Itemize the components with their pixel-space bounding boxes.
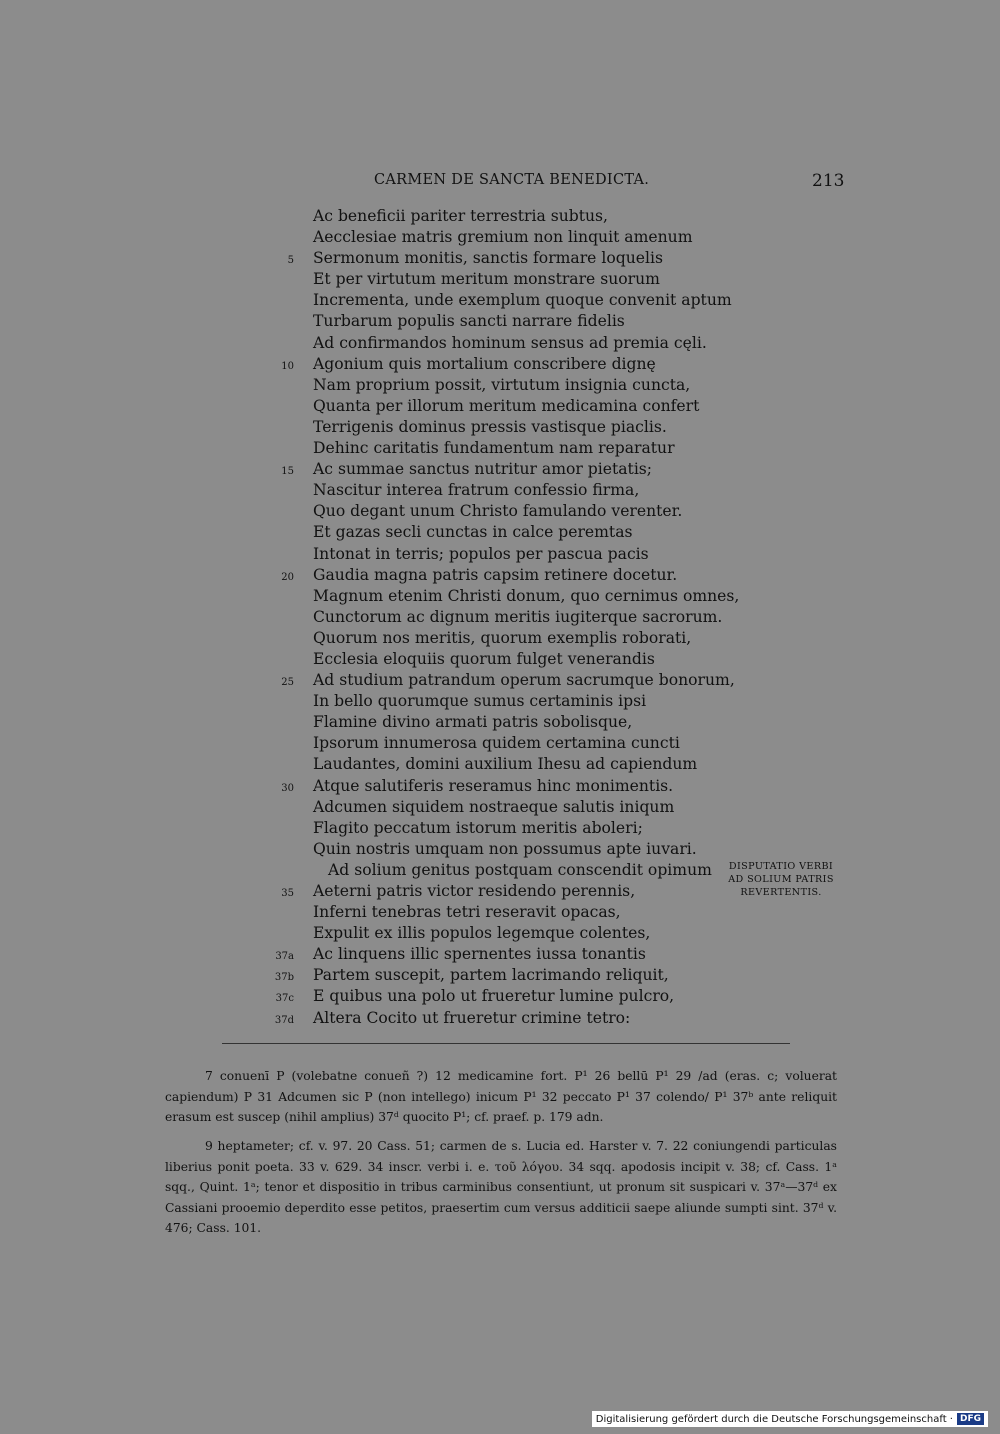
verse-line — [0, 902, 1000, 923]
verse-number: 37d — [274, 1014, 294, 1026]
verse-text: Agonium quis mortalium conscribere dignę — [313, 354, 656, 373]
verse-line — [0, 1008, 1000, 1029]
verse-line — [0, 649, 1000, 670]
verse-text: Flagito peccatum istorum meritis aboleri; — [313, 818, 643, 837]
verse-line — [0, 797, 1000, 818]
verse-line — [0, 269, 1000, 290]
funding-text: Digitalisierung gefördert durch die Deutsche Forschungsgemeinschaft · — [595, 1413, 953, 1425]
verse-line — [0, 333, 1000, 354]
commentary-apparatus — [165, 1136, 837, 1239]
verse-text: Ipsorum innumerosa quidem certamina cuncti — [313, 734, 680, 753]
verse-line — [0, 544, 1000, 565]
verse-text: Quo degant unum Christo famulando verenter. — [313, 502, 683, 521]
verse-line — [0, 375, 1000, 396]
verse-line — [0, 565, 1000, 586]
verse-line — [0, 480, 1000, 501]
verse-text: Aeterni patris victor residendo perennis, — [313, 882, 636, 900]
funding-footer — [592, 1411, 988, 1427]
marginal-note-line: DISPUTATIO VERBI — [728, 861, 834, 872]
verse-text: Dehinc caritatis fundamentum nam reparatur — [313, 439, 675, 458]
running-title: CARMEN DE SANCTA BENEDICTA. — [374, 172, 650, 188]
verse-text: Atque salutiferis reseramus hinc monimentis. — [313, 776, 674, 795]
verse-text: Quin nostris umquam non possumus apte iuvari. — [313, 839, 697, 858]
verse-number: 10 — [281, 360, 294, 372]
verse-text: Quorum nos meritis, quorum exemplis roborati, — [313, 628, 692, 647]
verse-line — [0, 860, 1000, 881]
verse-line — [0, 248, 1000, 269]
marginal-note — [722, 860, 840, 899]
verse-line — [0, 839, 1000, 860]
verse-text: Nam proprium possit, virtutum insignia cuncta, — [313, 375, 691, 394]
dfg-logo: DFG — [957, 1413, 984, 1425]
verse-line — [0, 501, 1000, 522]
page-number: 213 — [812, 171, 845, 191]
verse-line — [0, 881, 1000, 902]
verse-text: Aecclesiae matris gremium non linquit amenum — [313, 228, 693, 247]
verse-line — [0, 691, 1000, 712]
verse-line — [0, 776, 1000, 797]
verse-text: Flamine divino armati patris sobolisque, — [313, 713, 633, 732]
verse-number: 37b — [274, 972, 294, 984]
verse-line — [0, 986, 1000, 1007]
verse-text: Ac linquens illic spernentes iussa tonantis — [313, 945, 646, 964]
verse-number: 37c — [275, 993, 294, 1005]
verse-line — [0, 417, 1000, 438]
verse-text: Inferni tenebras tetri reseravit opacas, — [313, 903, 621, 922]
marginal-note-line: REVERTENTIS. — [740, 887, 822, 898]
critical-apparatus-text: 7 conuenī P (volebatne conueñ ?) 12 medicamine fort. P¹ 26 bellū P¹ 29 /ad (eras. c; voluerat capiendum) P 31 Adcumen sic P (non intellego) inicum P¹ 32 peccato P¹ 37 colendo/ P¹ 37ᵇ ante reliquit erasum est suscep (nihil amplius) 37ᵈ quocito P¹; cf. praef. p. 179 adn. — [165, 1069, 837, 1124]
verse-line — [0, 923, 1000, 944]
verse-text: Incrementa, unde exemplum quoque convenit aptum — [313, 291, 732, 310]
verse-number: 5 — [287, 255, 294, 267]
verse-line — [0, 522, 1000, 543]
verse-text: Et per virtutum meritum monstrare suorum — [313, 270, 660, 289]
verse-line — [0, 818, 1000, 839]
commentary-apparatus-text: 9 heptameter; cf. v. 97. 20 Cass. 51; carmen de s. Lucia ed. Harster v. 7. 22 coniungendi particulas liberius ponit poeta. 33 v. 629. 34 inscr. verbi i. e. τοῦ λόγου. 34 sqq. apodosis incipit v. 38; cf. Cass. 1ᵃ sqq., Quint. 1ᵃ; tenor et dispositio in tribus carminibus consentiunt, ut pronum sit suspicari v. 37ᵃ—37ᵈ ex Cassiani prooemio deperdito esse petitos, praesertim cum versus additicii saepe aliunde sumpti sint. 37ᵈ v. 476; Cass. 101. — [165, 1139, 837, 1235]
verse-line — [0, 607, 1000, 628]
verse-number: 15 — [281, 466, 294, 478]
verse-text: Turbarum populis sancti narrare fidelis — [313, 312, 625, 331]
verse-line — [0, 290, 1000, 311]
verse-line — [0, 354, 1000, 375]
verse-line — [0, 628, 1000, 649]
verse-text: Nascitur interea fratrum confessio firma, — [313, 481, 640, 500]
footnote-rule — [222, 1043, 790, 1044]
verse-line — [0, 965, 1000, 986]
critical-apparatus — [165, 1066, 837, 1128]
verse-text: Ac summae sanctus nutritur amor pietatis; — [313, 460, 653, 479]
verse-text: Intonat in terris; populos per pascua pacis — [313, 544, 649, 563]
verse-line — [0, 733, 1000, 754]
verse-text: Magnum etenim Christi donum, quo cernimus omnes, — [313, 586, 740, 605]
verse-text: Ad confirmandos hominum sensus ad premia cęli. — [313, 333, 707, 352]
verse-number: 35 — [281, 888, 294, 899]
verse-line — [0, 712, 1000, 733]
verse-line — [0, 670, 1000, 691]
verse-line — [0, 227, 1000, 248]
verse-number: 20 — [281, 571, 294, 583]
verse-text: Gaudia magna patris capsim retinere docetur. — [313, 565, 678, 584]
verse-text: Quanta per illorum meritum medicamina confert — [313, 396, 700, 415]
verse-text: Ecclesia eloquiis quorum fulget venerandis — [313, 649, 655, 668]
verse-number: 30 — [281, 782, 294, 794]
verse-number: 37a — [275, 951, 294, 963]
page-header — [0, 172, 1000, 194]
verse-line — [0, 396, 1000, 417]
verse-number: 25 — [281, 677, 294, 689]
verse-line — [0, 438, 1000, 459]
verse-block — [0, 206, 1000, 1029]
verse-text: E quibus una polo ut frueretur lumine pulcro, — [313, 987, 675, 1006]
verse-text: Sermonum monitis, sanctis formare loquelis — [313, 249, 663, 268]
verse-text: Expulit ex illis populos legemque colentes, — [313, 924, 651, 943]
verse-text: Cunctorum ac dignum meritis iugiterque sacrorum. — [313, 607, 723, 626]
verse-text: Adcumen siquidem nostraeque salutis iniqum — [313, 797, 675, 816]
verse-text: Ac beneficii pariter terrestria subtus, — [313, 207, 609, 225]
verse-text: Et gazas secli cunctas in calce peremtas — [313, 523, 633, 542]
marginal-note-line: AD SOLIUM PATRIS — [728, 874, 834, 885]
verse-text: Terrigenis dominus pressis vastisque piaclis. — [313, 417, 667, 436]
verse-text: Laudantes, domini auxilium Ihesu ad capiendum — [313, 755, 698, 774]
verse-line — [0, 206, 1000, 227]
verse-line — [0, 311, 1000, 332]
verse-line — [0, 754, 1000, 775]
verse-line — [0, 586, 1000, 607]
verse-text: Partem suscepit, partem lacrimando reliquit, — [313, 966, 669, 985]
verse-text: Ad studium patrandum operum sacrumque bonorum, — [313, 671, 735, 690]
verse-text: In bello quorumque sumus certaminis ipsi — [313, 692, 647, 711]
verse-text: Altera Cocito ut frueretur crimine tetro: — [313, 1008, 631, 1027]
verse-text: Ad solium genitus postquam conscendit opimum — [328, 860, 712, 879]
verse-line — [0, 944, 1000, 965]
verse-line — [0, 459, 1000, 480]
